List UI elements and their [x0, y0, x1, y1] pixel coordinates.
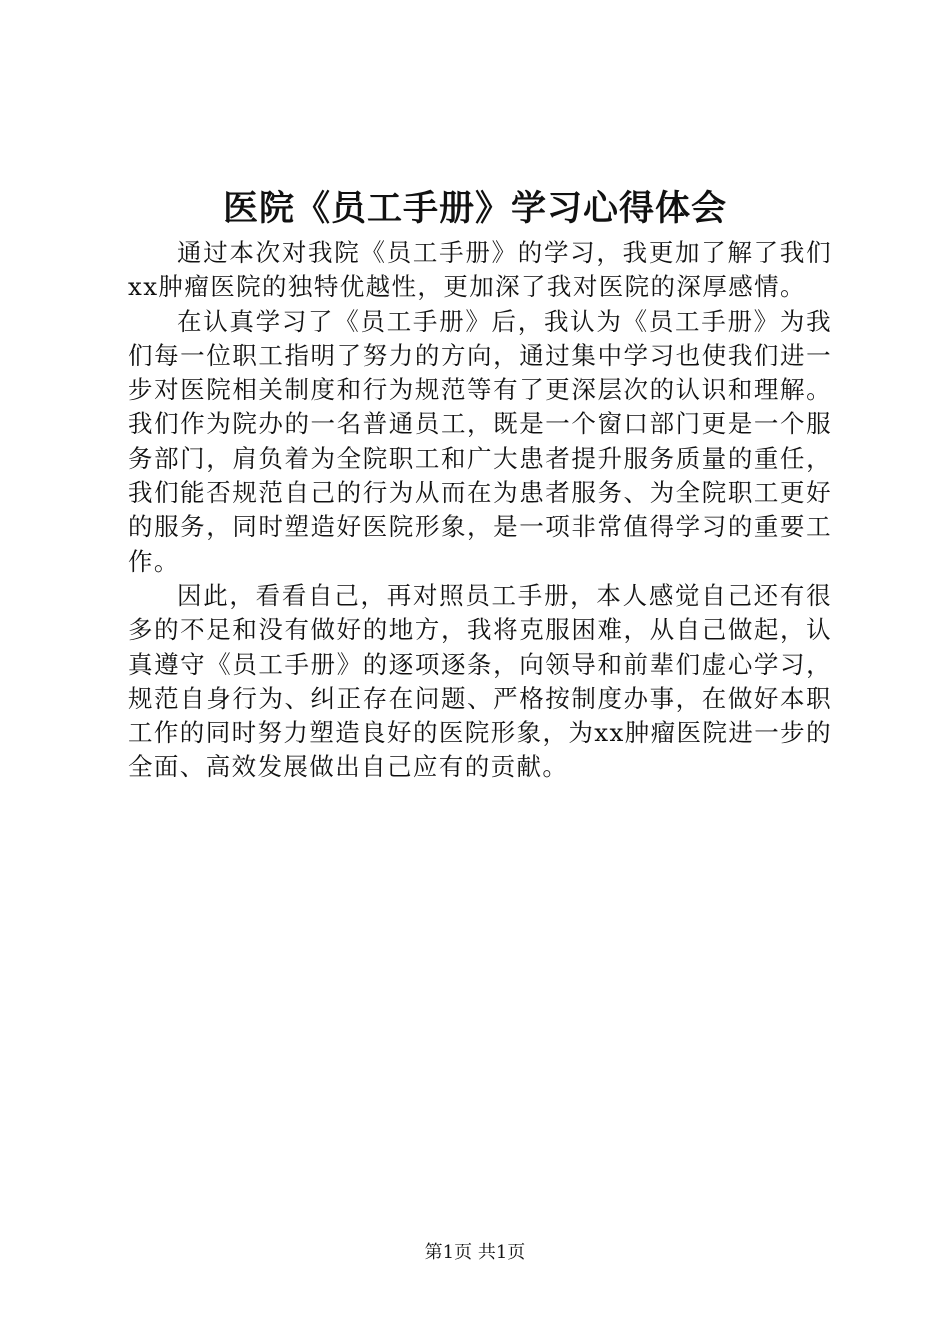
paragraph-2: 在认真学习了《员工手册》后，我认为《员工手册》为我们每一位职工指明了努力的方向，通过集中学习也使我们进一步对医院相关制度和行为规范等有了更深层次的认识和理解。我们作为院办的一名普通员工，既是一个窗口部门更是一个服务部门，肩负着为全院职工和广大患者提升服务质量的重任，我们能否规范自己的行为从而在为患者服务、为全院职工更好的服务，同时塑造好医院形象，是一项非常值得学习的重要工作。 — [128, 306, 832, 576]
page-footer: 第1页 共1页 — [424, 1242, 526, 1263]
paragraph-1: 通过本次对我院《员工手册》的学习，我更加了解了我们xx肿瘤医院的独特优越性，更加深了我对医院的深厚感情。 — [128, 238, 832, 302]
document-title: 医院《员工手册》学习心得体会 — [222, 188, 727, 229]
document-body — [128, 236, 832, 785]
paragraph-3: 因此，看看自己，再对照员工手册，本人感觉自己还有很多的不足和没有做好的地方，我将克服困难，从自己做起，认真遵守《员工手册》的逐项逐条，向领导和前辈们虚心学习，规范自身行为、纠正存在问题、严格按制度办事，在做好本职工作的同时努力塑造良好的医院形象，为xx肿瘤医院进一步的全面、高效发展做出自己应有的贡献。 — [128, 580, 832, 782]
